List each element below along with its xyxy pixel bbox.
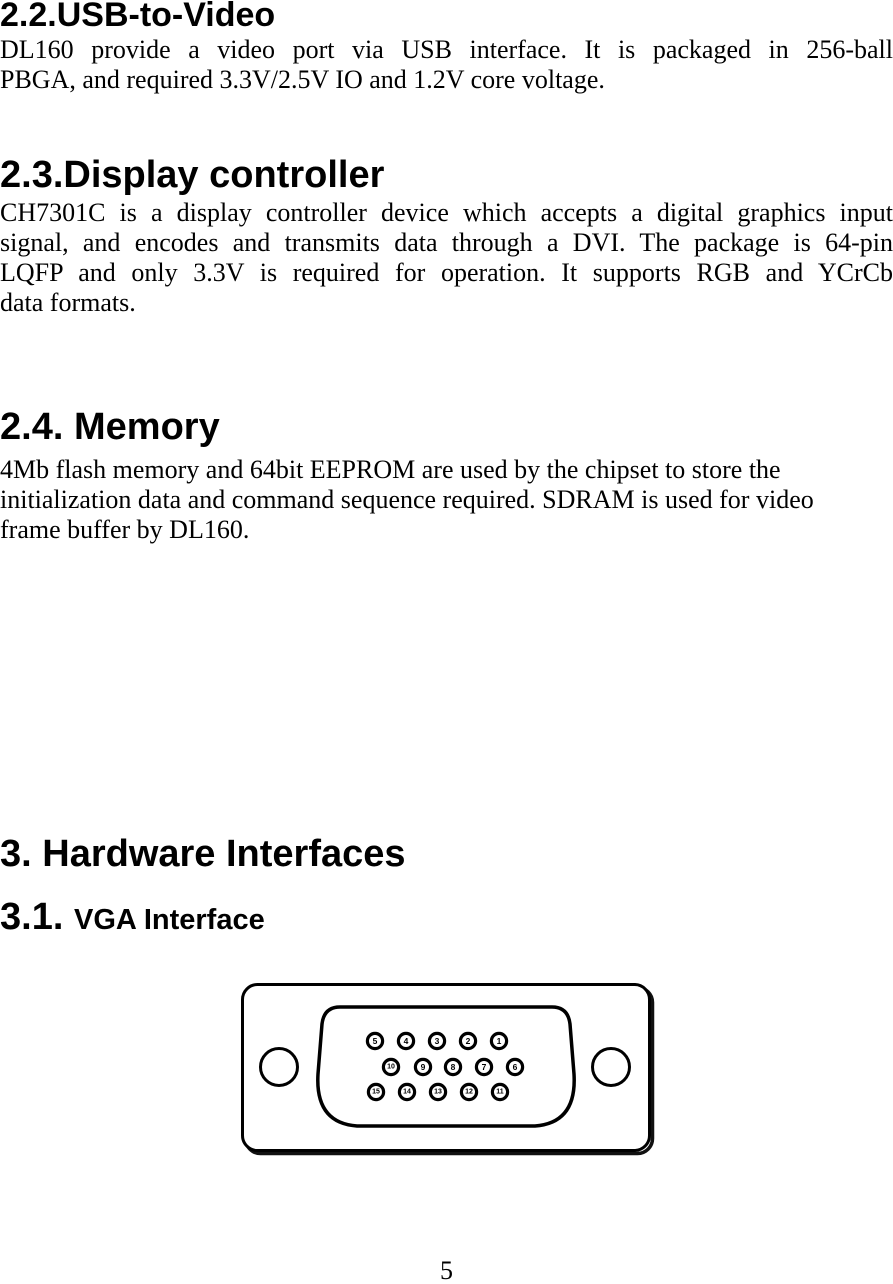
pin-number: 7 xyxy=(481,1062,487,1072)
pin-number: 13 xyxy=(434,1088,442,1096)
pin-number: 4 xyxy=(403,1036,409,1046)
paragraph-line: signal, and encodes and transmits data through a DVI. The package is 64-pin xyxy=(0,228,893,257)
heading-label: VGA Interface xyxy=(74,904,265,936)
screw-hole-right xyxy=(593,1049,630,1086)
pin-number: 9 xyxy=(420,1062,426,1072)
heading-usb-to-video: 2.2.USB-to-Video xyxy=(0,0,276,34)
paragraph-line: 4Mb flash memory and 64bit EEPROM are used by the chipset to store the xyxy=(0,455,781,484)
heading-vga-interface xyxy=(0,897,893,938)
heading-number: 3.1. xyxy=(0,896,64,938)
heading-number: 2.4. xyxy=(0,406,64,448)
pin-number: 10 xyxy=(387,1063,395,1071)
paragraph-line: initialization data and command sequence required. SDRAM is used for video xyxy=(0,485,814,514)
heading-memory xyxy=(0,407,893,448)
paragraph-line: frame buffer by DL160. xyxy=(0,515,250,544)
pin-number: 3 xyxy=(434,1036,440,1046)
pin-number: 2 xyxy=(465,1036,471,1046)
pin-number: 11 xyxy=(496,1088,504,1096)
pin-number: 12 xyxy=(465,1088,473,1096)
paragraph-usb-to-video xyxy=(0,35,893,95)
paragraph-display-controller xyxy=(0,198,893,318)
pin-number: 6 xyxy=(512,1062,518,1072)
paragraph-line: LQFP and only 3.3V is required for operation. It supports RGB and YCrCb xyxy=(0,258,893,287)
heading-display-controller: 2.3.Display controller xyxy=(0,154,385,196)
paragraph-line: DL160 provide a video port via USB interface. It is packaged in 256-ball xyxy=(0,35,893,64)
pin-number: 14 xyxy=(403,1088,411,1096)
pin-number: 1 xyxy=(496,1036,502,1046)
screw-hole-left xyxy=(261,1049,298,1086)
paragraph-line: CH7301C is a display controller device which accepts a digital graphics input xyxy=(0,198,893,227)
heading-label: Memory xyxy=(74,406,220,448)
vga-connector-diagram xyxy=(240,981,656,1159)
pin-number: 15 xyxy=(372,1088,380,1096)
heading-hardware-interfaces: 3. Hardware Interfaces xyxy=(0,833,406,875)
paragraph-line: PBGA, and required 3.3V/2.5V IO and 1.2V core voltage. xyxy=(0,65,605,94)
pin-number: 5 xyxy=(372,1036,378,1046)
page-number: 5 xyxy=(440,1256,453,1284)
paragraph-memory xyxy=(0,455,893,545)
paragraph-line: data formats. xyxy=(0,288,136,317)
pin-number: 8 xyxy=(450,1062,456,1072)
